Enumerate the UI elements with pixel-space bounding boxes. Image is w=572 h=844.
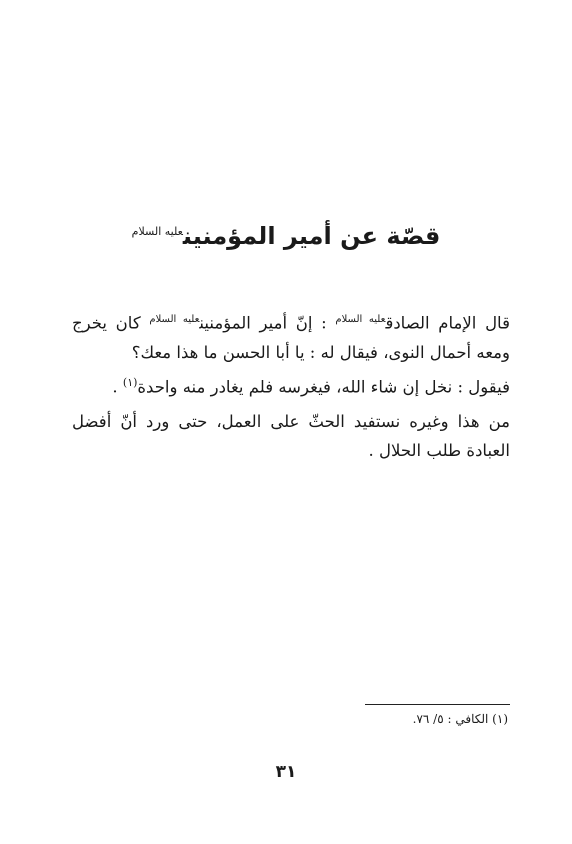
footnote-divider [365,704,510,705]
title-honorific: عليه السلام [131,225,183,238]
paragraph-3-text: من هذا وغيره نستفيد الحثّ على العمل، حتى ورد أنّ أفضل العبادة طلب الحلال . [72,412,510,460]
paragraph-2-end: . [112,377,123,397]
paragraph-1-middle: : إنّ أمير المؤمنين [199,313,336,333]
title-text: قصّة عن أمير المؤمنين [182,222,441,250]
footnote-text: (١) الكافي : ٥/ ٧٦. [412,712,508,726]
footnote-reference[interactable]: (١) [122,376,138,389]
honorific-2: عليه السلام [149,314,200,325]
paragraph-3 [72,407,510,465]
honorific-1: عليه السلام [335,314,386,325]
footnote [413,712,508,726]
paragraph-1 [72,305,510,367]
paragraph-1-end: كان يخرج ومعه أحمال النوى، فيقال له : يا أبا الحسن ما هذا معك؟ [72,313,510,362]
paragraph-1-start: قال الإمام الصادق [385,313,510,333]
paragraph-2 [72,368,510,402]
paragraph-2-text: فيقول : نخل إن شاء الله، فيغرسه فلم يغادر منه واحدة [137,377,510,397]
page-title [0,222,572,250]
page-number: ٣١ [275,762,297,782]
